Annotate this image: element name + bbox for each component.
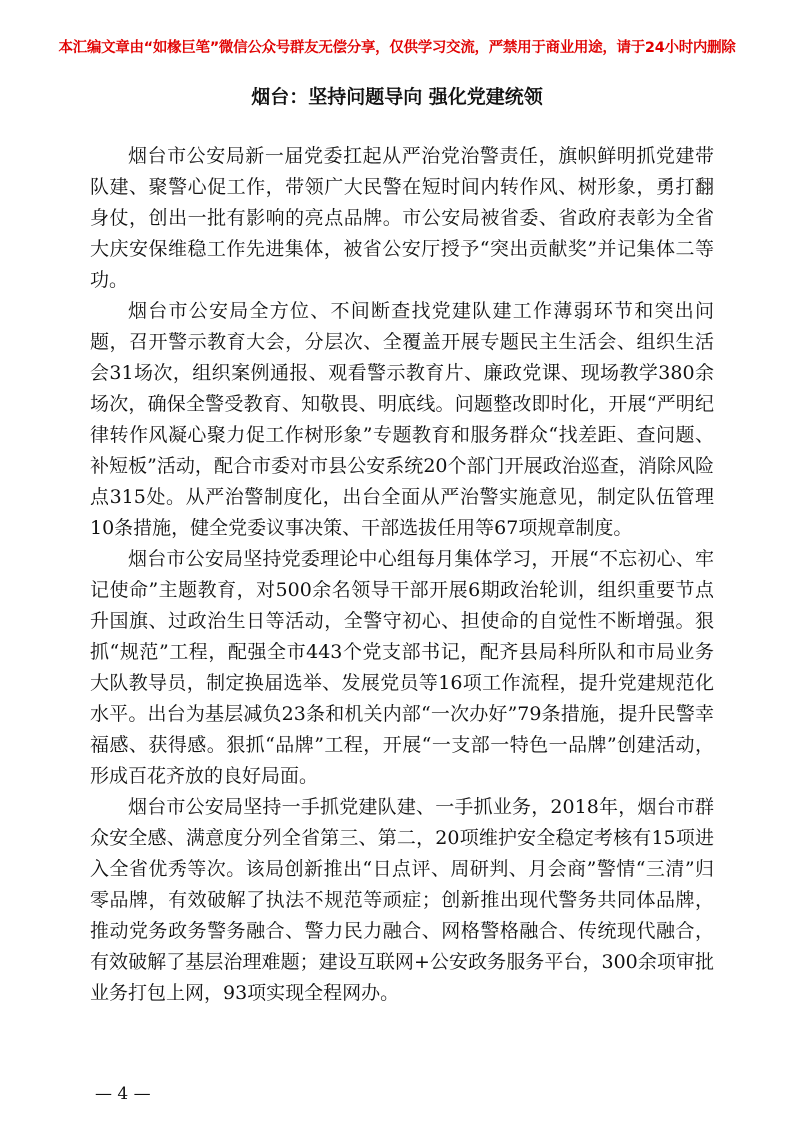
- paragraph-1: 烟台市公安局新一届党委扛起从严治党治警责任，旗帜鲜明抓党建带队建、聚警心促工作，带领广大民警在短时间内转作风、树形象，勇打翻身仗，创出一批有影响的亮点品牌。市公安局被省委、省政府表彰为全省大庆安保维稳工作先进集体，被省公安厅授予“突出贡献奖”并记集体二等功。: [90, 145, 714, 291]
- article-title: 烟台：坚持问题导向 强化党建统领: [251, 86, 543, 108]
- paragraph-4: 烟台市公安局坚持一手抓党建队建、一手抓业务，2018年，烟台市群众安全感、满意度分列全省第三、第二，20项维护安全稳定考核有15项进入全省优秀等次。该局创新推出“日点评、周研判、月会商”警情“三清”归零品牌，有效破解了执法不规范等顽症；创新推出现代警务共同体品牌，推动党务政务警务融合、警力民力融合、网格警格融合、传统现代融合，有效破解了基层治理难题；建设互联网+公安政务服务平台，300余项审批业务打包上网，93项实现全程网办。: [90, 796, 714, 1004]
- paragraph-3: 烟台市公安局坚持党委理论中心组每月集体学习，开展“不忘初心、牢记使命”主题教育，对500余名领导干部开展6期政治轮训，组织重要节点升国旗、过政治生日等活动，全警守初心、担使命的自觉性不断增强。狠抓“规范”工程，配强全市443个党支部书记，配齐县局科所队和市局业务大队教导员，制定换届选举、发展党员等16项工作流程，提升党建规范化水平。出台为基层减负23条和机关内部“一次办好”79条措施，提升民警幸福感、获得感。狠抓“品牌”工程，开展“一支部一特色一品牌”创建活动，形成百花齐放的良好局面。: [90, 548, 714, 787]
- paragraph-2: 烟台市公安局全方位、不间断查找党建队建工作薄弱环节和突出问题，召开警示教育大会，分层次、全覆盖开展专题民主生活会、组织生活会31场次，组织案例通报、观看警示教育片、廉政党课、现场教学380余场次，确保全警受教育、知敬畏、明底线。问题整改即时化，开展“严明纪律转作风凝心聚力促工作树形象”专题教育和服务群众“找差距、查问题、补短板”活动，配合市委对市县公安系统20个部门开展政治巡查，消除风险点315处。从严治警制度化，出台全面从严治警实施意见，制定队伍管理10条措施，健全党委议事决策、干部选拔任用等67项规章制度。: [90, 300, 714, 539]
- page-number: — 4 —: [95, 1084, 151, 1104]
- copyright-banner: 本汇编文章由“如椽巨笔”微信公众号群友无偿分享，仅供学习交流，严禁用于商业用途，请于24小时内删除: [58, 40, 736, 56]
- article-body: [90, 141, 714, 1009]
